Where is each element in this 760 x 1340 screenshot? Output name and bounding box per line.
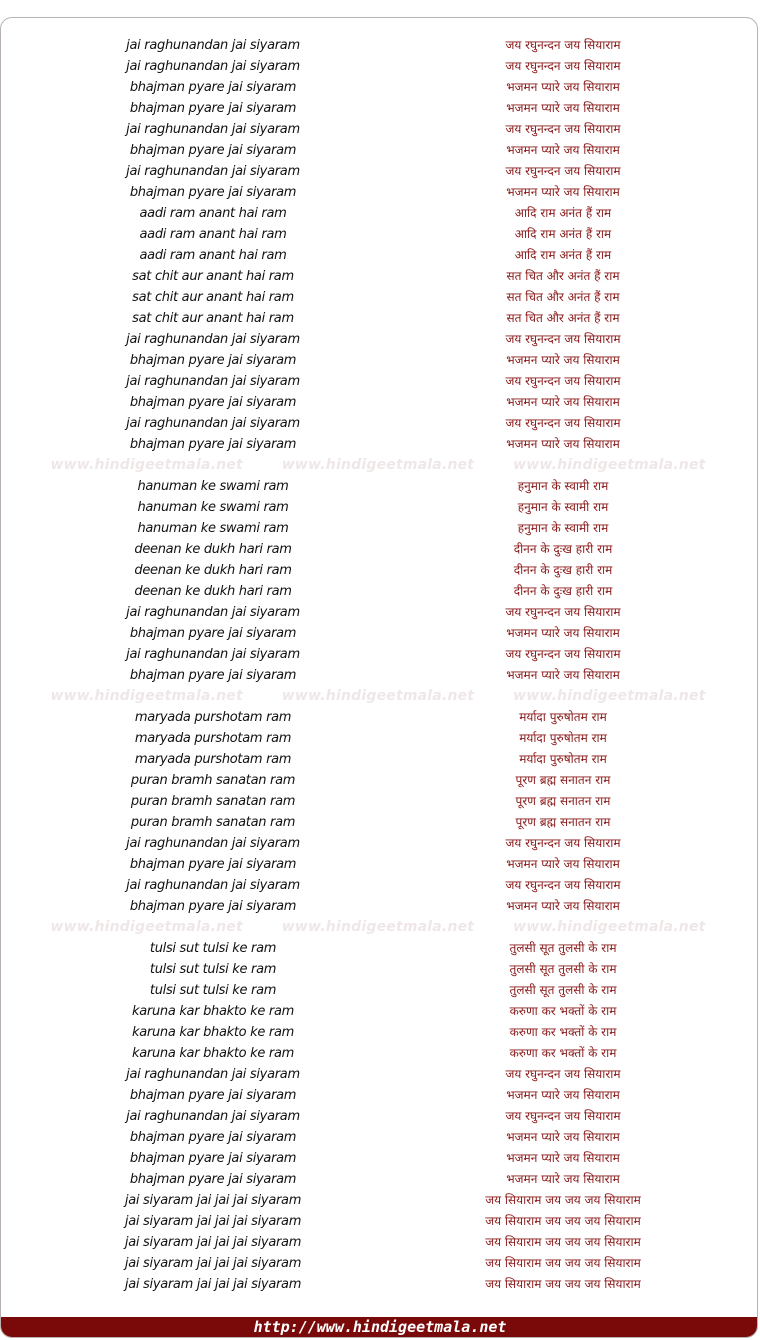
lyric-line-hindi: जय रघुनन्दन जय सियाराम (505, 374, 621, 388)
lyric-row (1, 707, 758, 728)
lyric-line-hindi: भजमन प्यारे जय सियाराम (506, 857, 620, 871)
lyric-row (1, 581, 758, 602)
lyric-line-english: bhajman pyare jai siyaram (129, 899, 297, 914)
lyric-line-hindi: भजमन प्यारे जय सियाराम (506, 1172, 620, 1186)
lyric-line-hindi: आदि राम अनंत हैं राम (514, 227, 612, 241)
lyric-line-english: puran bramh sanatan ram (130, 794, 296, 809)
lyric-row (1, 392, 758, 413)
watermark-text: www.hindigeetmala.net (50, 919, 243, 935)
lyric-line-english: puran bramh sanatan ram (130, 815, 296, 830)
lyric-line-english: aadi ram anant hai ram (139, 227, 287, 242)
lyric-line-hindi: जय रघुनन्दन जय सियाराम (505, 38, 621, 52)
lyric-row (1, 371, 758, 392)
lyric-line-english: bhajman pyare jai siyaram (129, 437, 297, 452)
lyric-line-english: jai raghunandan jai siyaram (126, 878, 300, 893)
lyric-row (1, 161, 758, 182)
lyric-line-hindi: जय रघुनन्दन जय सियाराम (505, 164, 621, 178)
watermark-text: www.hindigeetmala.net (281, 688, 475, 704)
lyric-line-hindi: जय रघुनन्दन जय सियाराम (505, 605, 621, 619)
lyric-row (1, 1064, 758, 1085)
lyric-line-english: aadi ram anant hai ram (139, 206, 287, 221)
lyric-line-hindi: जय सियाराम जय जय जय सियाराम (485, 1214, 641, 1228)
lyric-line-english: bhajman pyare jai siyaram (129, 101, 297, 116)
lyric-line-hindi: मर्यादा पुरुषोतम राम (519, 752, 607, 766)
lyric-line-english: bhajman pyare jai siyaram (129, 353, 297, 368)
lyric-row (1, 413, 758, 434)
lyric-row (1, 1232, 758, 1253)
lyric-line-hindi: मर्यादा पुरुषोतम राम (519, 731, 607, 745)
lyric-row (1, 182, 758, 203)
lyric-row (1, 1190, 758, 1211)
lyric-row (1, 854, 758, 875)
lyric-row (1, 833, 758, 854)
lyric-row (1, 140, 758, 161)
lyric-line-hindi: भजमन प्यारे जय सियाराम (506, 1130, 620, 1144)
lyric-line-english: karuna kar bhakto ke ram (132, 1046, 294, 1061)
lyrics-card (0, 17, 758, 1338)
lyric-line-hindi: भजमन प्यारे जय सियाराम (506, 668, 620, 682)
lyric-row (1, 1085, 758, 1106)
lyric-row (1, 77, 758, 98)
lyric-row (1, 602, 758, 623)
lyric-line-english: karuna kar bhakto ke ram (132, 1025, 294, 1040)
lyric-line-hindi: दीनन के दुःख हारी राम (513, 563, 613, 577)
lyric-row (1, 560, 758, 581)
lyric-line-hindi: जय रघुनन्दन जय सियाराम (505, 332, 621, 346)
lyric-line-english: bhajman pyare jai siyaram (129, 1172, 297, 1187)
lyric-line-hindi: तुलसी सूत तुलसी के राम (509, 962, 617, 976)
lyric-line-english: jai raghunandan jai siyaram (126, 836, 300, 851)
lyric-line-hindi: जय रघुनन्दन जय सियाराम (505, 416, 621, 430)
lyric-line-hindi: आदि राम अनंत हैं राम (514, 248, 612, 262)
lyric-line-english: aadi ram anant hai ram (139, 248, 287, 263)
lyric-line-hindi: करुणा कर भक्तों के राम (509, 1025, 617, 1039)
watermark-row (1, 686, 758, 707)
lyric-line-english: sat chit aur anant hai ram (132, 290, 294, 305)
lyric-row (1, 350, 758, 371)
lyric-line-hindi: सत चित और अनंत हैं राम (506, 269, 620, 283)
lyric-line-english: tulsi sut tulsi ke ram (149, 941, 277, 956)
lyric-line-english: jai raghunandan jai siyaram (126, 59, 300, 74)
lyric-row (1, 896, 758, 917)
lyric-line-english: bhajman pyare jai siyaram (129, 143, 297, 158)
lyric-line-hindi: भजमन प्यारे जय सियाराम (506, 101, 620, 115)
lyric-line-english: bhajman pyare jai siyaram (129, 185, 297, 200)
lyric-line-hindi: भजमन प्यारे जय सियाराम (506, 899, 620, 913)
watermark-text: www.hindigeetmala.net (281, 457, 475, 473)
lyric-line-english: bhajman pyare jai siyaram (129, 668, 297, 683)
lyric-row (1, 1022, 758, 1043)
lyric-row (1, 749, 758, 770)
lyric-line-hindi: जय रघुनन्दन जय सियाराम (505, 1067, 621, 1081)
lyric-line-hindi: जय सियाराम जय जय जय सियाराम (485, 1277, 641, 1291)
lyric-row (1, 1253, 758, 1274)
lyric-line-english: bhajman pyare jai siyaram (129, 857, 297, 872)
lyric-line-english: sat chit aur anant hai ram (132, 311, 294, 326)
lyric-line-hindi: भजमन प्यारे जय सियाराम (506, 80, 620, 94)
lyric-row (1, 1043, 758, 1064)
lyric-line-english: hanuman ke swami ram (137, 521, 289, 536)
lyric-line-hindi: जय सियाराम जय जय जय सियाराम (485, 1235, 641, 1249)
lyric-row (1, 812, 758, 833)
lyric-line-hindi: भजमन प्यारे जय सियाराम (506, 1151, 620, 1165)
lyric-line-hindi: आदि राम अनंत हैं राम (514, 206, 612, 220)
lyric-line-hindi: दीनन के दुःख हारी राम (513, 584, 613, 598)
lyric-line-english: jai raghunandan jai siyaram (126, 416, 300, 431)
lyric-row (1, 1169, 758, 1190)
lyric-line-hindi: जय रघुनन्दन जय सियाराम (505, 122, 621, 136)
lyric-row (1, 35, 758, 56)
lyric-row (1, 665, 758, 686)
lyric-line-english: bhajman pyare jai siyaram (129, 1130, 297, 1145)
lyric-line-english: bhajman pyare jai siyaram (129, 1151, 297, 1166)
lyric-line-hindi: जय सियाराम जय जय जय सियाराम (485, 1193, 641, 1207)
lyric-line-english: jai raghunandan jai siyaram (126, 647, 300, 662)
lyric-line-hindi: तुलसी सूत तुलसी के राम (509, 983, 617, 997)
lyric-row (1, 1127, 758, 1148)
lyric-row (1, 1106, 758, 1127)
lyric-row (1, 1148, 758, 1169)
footer-url-link[interactable]: http://www.hindigeetmala.net (1, 1317, 758, 1337)
lyric-line-english: jai raghunandan jai siyaram (126, 332, 300, 347)
lyric-line-english: deenan ke dukh hari ram (134, 584, 292, 599)
lyric-line-hindi: करुणा कर भक्तों के राम (509, 1004, 617, 1018)
lyric-row (1, 644, 758, 665)
lyric-line-hindi: दीनन के दुःख हारी राम (513, 542, 613, 556)
lyric-row (1, 728, 758, 749)
lyric-row (1, 119, 758, 140)
lyric-line-hindi: भजमन प्यारे जय सियाराम (506, 353, 620, 367)
lyric-line-hindi: भजमन प्यारे जय सियाराम (506, 626, 620, 640)
lyric-line-english: hanuman ke swami ram (137, 500, 289, 515)
lyric-line-english: jai raghunandan jai siyaram (126, 374, 300, 389)
watermark-text: www.hindigeetmala.net (50, 457, 243, 473)
lyric-row (1, 98, 758, 119)
lyric-line-english: jai raghunandan jai siyaram (126, 605, 300, 620)
lyric-line-hindi: सत चित और अनंत हैं राम (506, 311, 620, 325)
lyric-line-english: bhajman pyare jai siyaram (129, 395, 297, 410)
lyric-row (1, 329, 758, 350)
lyric-line-hindi: पूरण ब्रह्म सनातन राम (515, 794, 611, 808)
lyric-row (1, 266, 758, 287)
lyric-line-hindi: हनुमान के स्वामी राम (517, 479, 609, 493)
lyric-line-english: maryada purshotam ram (134, 710, 292, 725)
lyric-line-english: jai raghunandan jai siyaram (126, 1109, 300, 1124)
lyric-line-english: jai raghunandan jai siyaram (126, 38, 300, 53)
watermark-text: www.hindigeetmala.net (513, 457, 706, 473)
lyric-row (1, 518, 758, 539)
watermark-row (1, 455, 758, 476)
lyric-line-english: jai siyaram jai jai jai siyaram (124, 1235, 302, 1250)
lyric-line-english: bhajman pyare jai siyaram (129, 80, 297, 95)
lyric-row (1, 875, 758, 896)
lyric-line-english: bhajman pyare jai siyaram (129, 626, 297, 641)
lyric-row (1, 980, 758, 1001)
lyric-line-english: jai raghunandan jai siyaram (126, 164, 300, 179)
lyric-line-hindi: सत चित और अनंत हैं राम (506, 290, 620, 304)
lyric-line-hindi: पूरण ब्रह्म सनातन राम (515, 773, 611, 787)
lyric-line-hindi: करुणा कर भक्तों के राम (509, 1046, 617, 1060)
watermark-text: www.hindigeetmala.net (50, 688, 243, 704)
lyric-row (1, 791, 758, 812)
lyric-row (1, 1274, 758, 1295)
lyric-line-english: hanuman ke swami ram (137, 479, 289, 494)
lyric-line-hindi: जय सियाराम जय जय जय सियाराम (485, 1256, 641, 1270)
lyric-line-hindi: जय रघुनन्दन जय सियाराम (505, 836, 621, 850)
lyric-line-hindi: पूरण ब्रह्म सनातन राम (515, 815, 611, 829)
lyric-row (1, 245, 758, 266)
lyric-line-english: tulsi sut tulsi ke ram (149, 983, 277, 998)
lyric-row (1, 224, 758, 245)
lyric-row (1, 623, 758, 644)
lyric-row (1, 476, 758, 497)
lyric-line-hindi: हनुमान के स्वामी राम (517, 521, 609, 535)
lyric-line-hindi: मर्यादा पुरुषोतम राम (519, 710, 607, 724)
lyric-row (1, 938, 758, 959)
lyric-line-hindi: तुलसी सूत तुलसी के राम (509, 941, 617, 955)
lyric-line-english: puran bramh sanatan ram (130, 773, 296, 788)
lyric-row (1, 56, 758, 77)
watermark-text: www.hindigeetmala.net (281, 919, 475, 935)
lyric-line-hindi: भजमन प्यारे जय सियाराम (506, 437, 620, 451)
lyric-line-english: sat chit aur anant hai ram (132, 269, 294, 284)
lyric-line-english: deenan ke dukh hari ram (134, 542, 292, 557)
lyric-line-hindi: भजमन प्यारे जय सियाराम (506, 185, 620, 199)
lyric-row (1, 434, 758, 455)
lyric-line-english: jai raghunandan jai siyaram (126, 1067, 300, 1082)
lyric-row (1, 308, 758, 329)
lyric-line-hindi: जय रघुनन्दन जय सियाराम (505, 59, 621, 73)
lyric-line-english: jai siyaram jai jai jai siyaram (124, 1277, 302, 1292)
lyrics-table (1, 35, 758, 1295)
lyric-line-hindi: जय रघुनन्दन जय सियाराम (505, 878, 621, 892)
lyric-row (1, 959, 758, 980)
watermark-row (1, 917, 758, 938)
lyric-line-hindi: भजमन प्यारे जय सियाराम (506, 1088, 620, 1102)
lyric-row (1, 497, 758, 518)
lyric-row (1, 770, 758, 791)
lyric-line-english: karuna kar bhakto ke ram (132, 1004, 294, 1019)
lyric-line-english: maryada purshotam ram (134, 731, 292, 746)
lyric-line-hindi: जय रघुनन्दन जय सियाराम (505, 1109, 621, 1123)
lyric-line-english: jai raghunandan jai siyaram (126, 122, 300, 137)
lyric-line-hindi: भजमन प्यारे जय सियाराम (506, 143, 620, 157)
lyric-line-english: maryada purshotam ram (134, 752, 292, 767)
lyric-row (1, 539, 758, 560)
lyric-line-english: bhajman pyare jai siyaram (129, 1088, 297, 1103)
lyric-row (1, 203, 758, 224)
lyric-line-english: jai siyaram jai jai jai siyaram (124, 1193, 302, 1208)
lyric-line-english: tulsi sut tulsi ke ram (149, 962, 277, 977)
lyric-line-english: jai siyaram jai jai jai siyaram (124, 1256, 302, 1271)
watermark-text: www.hindigeetmala.net (513, 688, 706, 704)
lyric-line-hindi: हनुमान के स्वामी राम (517, 500, 609, 514)
lyric-line-hindi: भजमन प्यारे जय सियाराम (506, 395, 620, 409)
lyric-line-hindi: जय रघुनन्दन जय सियाराम (505, 647, 621, 661)
lyric-line-english: jai siyaram jai jai jai siyaram (124, 1214, 302, 1229)
lyric-row (1, 1001, 758, 1022)
lyric-row (1, 287, 758, 308)
watermark-text: www.hindigeetmala.net (513, 919, 706, 935)
lyric-line-english: deenan ke dukh hari ram (134, 563, 292, 578)
lyric-row (1, 1211, 758, 1232)
